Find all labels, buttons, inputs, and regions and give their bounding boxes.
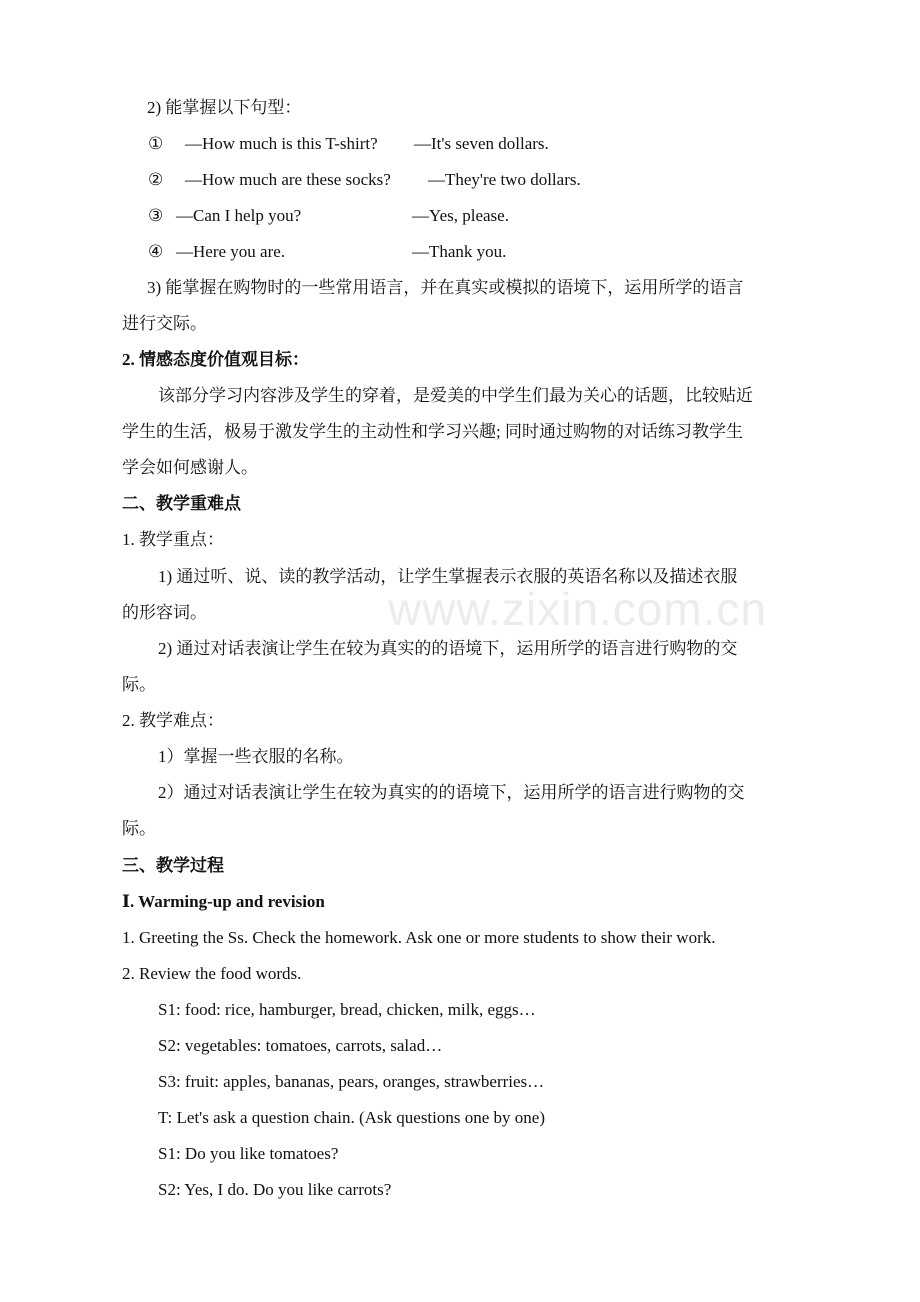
paragraph-line-1: 该部分学习内容涉及学生的穿着，是爱美的中学生们最为关心的话题，比较贴近 [158,386,753,405]
difficulty-2-line-1: 2）通过对话表演让学生在较为真实的的语境下，运用所学的语言进行购物的交 [158,783,745,802]
heading-emotional-goals: 2. 情感态度价值观目标： [122,350,309,369]
step-1: 1. Greeting the Ss. Check the homework. Ask one or more students to show their work. [122,928,716,947]
paragraph-line-3: 学会如何感谢人。 [122,458,258,477]
dialogue-s3-fruit: S3: fruit: apples, bananas, pears, oranges, strawberries… [158,1072,545,1091]
subheading-focus: 1. 教学重点： [122,530,224,549]
difficulty-1: 1）掌握一些衣服的名称。 [158,747,354,766]
difficulty-2-line-2: 际。 [122,819,156,838]
answer-2: —They're two dollars. [428,170,581,189]
focus-2-line-2: 际。 [122,675,156,694]
heading-key-points: 二、教学重难点 [122,494,241,513]
dialogue-s1-food: S1: food: rice, hamburger, bread, chicken, milk, eggs… [158,1000,536,1019]
question-4: —Here you are. [176,242,286,261]
dialogue-s2-answer: S2: Yes, I do. Do you like carrots? [158,1180,392,1199]
paragraph-line-2: 学生的生活，极易于激发学生的主动性和学习兴趣; 同时通过购物的对话练习教学生 [122,422,743,441]
answer-3: —Yes, please. [412,206,509,225]
question-2: —How much are these socks? [185,170,391,189]
heading-teaching-process: 三、教学过程 [122,856,224,875]
heading-warming-up: Ⅰ. Warming-up and revision [122,892,325,911]
objective-2: 2) 能掌握以下句型： [147,98,302,117]
focus-1-line-2: 的形容词。 [122,603,207,622]
circled-number-2: ② [148,170,164,189]
circled-number-3: ③ [148,206,164,225]
circled-number-4: ④ [148,242,164,261]
watermark: www.zixin.com.cn [388,583,767,635]
focus-2-line-1: 2) 通过对话表演让学生在较为真实的的语境下，运用所学的语言进行购物的交 [158,639,738,658]
dialogue-teacher: T: Let's ask a question chain. (Ask questions one by one) [158,1108,545,1127]
circled-number-1: ① [148,134,164,153]
focus-1-line-1: 1) 通过听、说、读的教学活动，让学生掌握表示衣服的英语名称以及描述衣服 [158,567,738,586]
objective-3-line-1: 3) 能掌握在购物时的一些常用语言，并在真实或模拟的语境下，运用所学的语言 [147,278,744,297]
question-1: —How much is this T-shirt? [185,134,378,153]
step-2: 2. Review the food words. [122,964,302,983]
objective-3-line-2: 进行交际。 [122,314,207,333]
dialogue-s2-vegetables: S2: vegetables: tomatoes, carrots, salad… [158,1036,443,1055]
question-3: —Can I help you? [176,206,302,225]
dialogue-s1-question: S1: Do you like tomatoes? [158,1144,339,1163]
subheading-difficulty: 2. 教学难点： [122,711,224,730]
answer-1: —It's seven dollars. [414,134,549,153]
answer-4: —Thank you. [412,242,507,261]
